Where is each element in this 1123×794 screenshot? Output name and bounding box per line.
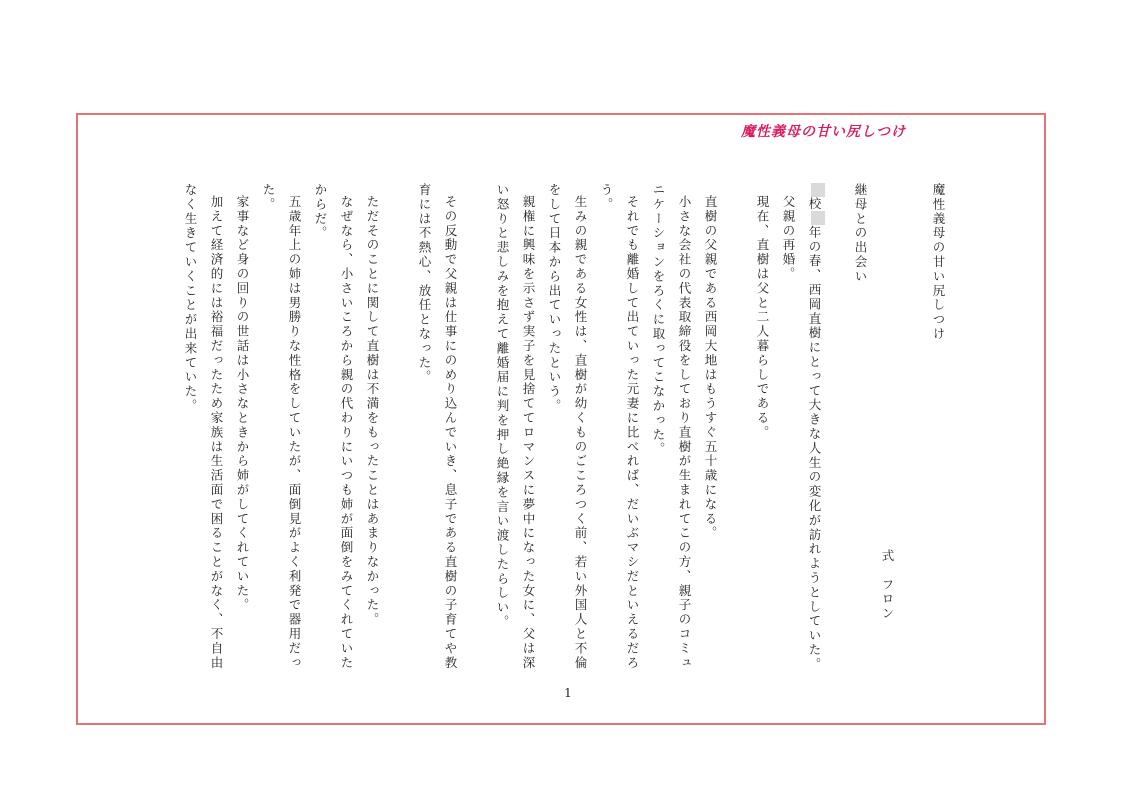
body-line-18: 五歳年上の姉は男勝りな性格をしていたが、面倒見がよく利発で器用だっ — [287, 195, 302, 671]
body-line-22: なく生きていくことが出来ていた。 — [183, 183, 198, 414]
author-name: 式 フロン — [880, 549, 895, 621]
body-line-8: う。 — [599, 183, 614, 212]
body-line-17: からだ。 — [313, 183, 328, 241]
body-line-5: 小さな会社の代表取締役をしており直樹が生まれてこの方、親子のコミュ — [677, 195, 692, 671]
body-line-4: 直樹の父親である西岡大地はもうすぐ五十歳になる。 — [703, 195, 718, 541]
body-line-1: 校年の春、西岡直樹にとって大きな人生の変化が訪れようとしていた。 — [804, 183, 825, 672]
body-line-6: ニケーションをろくに取ってこなかった。 — [651, 183, 666, 457]
redacted-text — [811, 211, 825, 225]
body-line-2: 父親の再婚。 — [781, 195, 796, 282]
body-line-20: 家事など身の回りの世話は小さなときから姉がしてくれていた。 — [235, 195, 250, 613]
body-line-12: い怒りと悲しみを抱えて離婚届に判を押し絶縁を言い渡したらしい。 — [495, 183, 510, 630]
body-line-11: 親権に興味を示さず実子を見捨ててロマンスに夢中になった女に、父は深 — [521, 195, 536, 671]
body-line-21: 加えて経済的には裕福だったため家族は生活面で困ることがなく、不自由 — [209, 195, 224, 671]
body-line-13: その反動で父親は仕事にのめり込んでいき、息子である直樹の子育てや教 — [443, 195, 458, 671]
body-line-15: ただそのことに関して直樹は不満をもったことはあまりなかった。 — [365, 195, 380, 627]
story-title: 魔性義母の甘い尻しつけ — [931, 183, 946, 342]
chapter-title: 継母との出会い — [853, 183, 868, 284]
body-line-10: をして日本から出ていったという。 — [547, 183, 562, 414]
redacted-text — [811, 183, 825, 197]
body-line-7: それでも離婚して出ていった元妻に比べれば、だいぶマシだといえるだろ — [625, 195, 640, 671]
body-line-14: 育には不熱心、放任となった。 — [417, 183, 432, 385]
page-number: 1 — [564, 686, 572, 700]
running-header-title: 魔性義母の甘い尻しつけ — [741, 124, 906, 140]
body-line-3: 現在、直樹は父と二人暮らしである。 — [755, 195, 770, 440]
body-line-19: た。 — [261, 183, 276, 212]
body-line-9: 生みの親である女性は、直樹が幼くものごころつく前、若い外国人と不倫 — [573, 195, 588, 671]
body-line-16: なぜなら、小さいころから親の代わりにいつも姉が面倒をみてくれていた — [339, 195, 354, 671]
